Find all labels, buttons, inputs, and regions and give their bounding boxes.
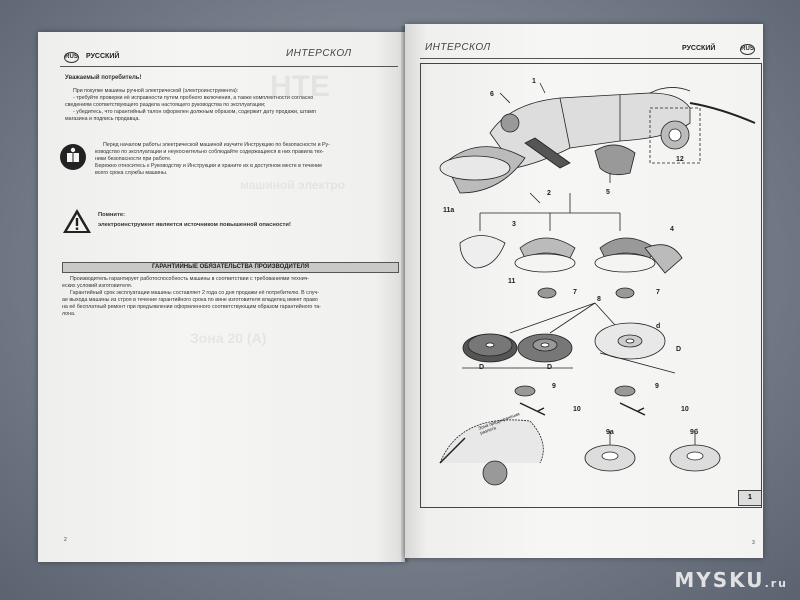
read-line: Перед началом работы электрической машиной изучите Инструкцию по безопасности и Ру- (103, 142, 330, 148)
page-number-right: 3 (752, 540, 755, 546)
diagram-label: 5 (606, 189, 610, 196)
language-label: РУССКИЙ (682, 45, 716, 52)
header-rule (420, 58, 760, 59)
warranty-section-title: ГАРАНТИЙНЫЕ ОБЯЗАТЕЛЬСТВА ПРОИЗВОДИТЕЛЯ (62, 262, 399, 273)
watermark-text: MYSKU (674, 568, 765, 592)
read-instructions-paragraph (95, 142, 400, 177)
intro-paragraph (65, 88, 395, 123)
diagram-label: 10 (573, 406, 581, 413)
intro-line: При покупке машины ручной электрической (электроинструмента): (73, 88, 239, 94)
warranty-line: еских условий изготовителя. (62, 283, 133, 289)
read-line: Бережно относитесь к Руководству и Инструкции и храните их в доступном месте в течение (95, 163, 323, 169)
figure-number: 1 (738, 490, 762, 506)
diagram-label: 2 (547, 190, 551, 197)
warning-icon (62, 208, 92, 239)
diagram-label: D (479, 364, 485, 371)
warranty-line: ае выхода машины из строя в течение гарантийного срока по вине изготовителя владелец имеет право (62, 297, 318, 303)
page-number-left: 2 (64, 537, 67, 543)
diagram-label: 10 (681, 406, 689, 413)
diagram-label: 11а (443, 207, 455, 214)
intro-line: - требуйте проверки её исправности путем пробного включения, а также комплектности согласно (73, 95, 314, 101)
warranty-line: на её бесплатный ремонт при предъявлении оформленного соответствующим образом гарантийного та- (62, 304, 321, 310)
intro-line: - убедитесь, что гарантийный талон оформлен должным образом, содержит дату продажи, штамп (73, 109, 316, 115)
diagram-label: D (547, 364, 553, 371)
site-watermark (674, 568, 788, 592)
diagram-label: 9а (606, 429, 614, 436)
intro-line: магазина и подпись продавца. (65, 116, 140, 122)
ghost-print-through: машиной электро (240, 178, 346, 192)
diagram-label: 9б (690, 429, 699, 436)
diagram-label: 6 (490, 91, 494, 98)
watermark-suffix: .ru (764, 577, 788, 590)
diagram-label: 12 (676, 156, 684, 163)
diagram-label: 11 (508, 278, 516, 285)
grinder-assembly-diagram (420, 63, 760, 506)
diagram-label: D (676, 346, 682, 353)
warranty-paragraph (62, 276, 400, 318)
language-badge: RUS (740, 44, 755, 55)
language-label: РУССКИЙ (86, 53, 120, 60)
read-line: всего срока службы машины. (95, 170, 168, 176)
brand-logo: ИНТЕРСКОЛ (286, 48, 352, 59)
diagram-label: 8 (597, 296, 601, 303)
ghost-print-through: НТЕ (270, 70, 330, 103)
diagram-label: 4 (670, 226, 674, 233)
warning-text: электроинструмент является источником повышенной опасности! (98, 222, 291, 228)
diagram-label: 7 (656, 289, 660, 296)
read-manual-icon (60, 144, 86, 170)
warranty-line: лона. (62, 311, 76, 317)
greeting: Уважаемый потребитель! (65, 75, 142, 81)
warning-title: Помните: (98, 212, 125, 218)
ghost-print-through: Зона 20 (A) (190, 330, 267, 346)
diagram-label: 9 (552, 383, 556, 390)
diagram-label: 9 (655, 383, 659, 390)
warranty-line: Производитель гарантирует работоспособность машины в соответствии с требованиями технич- (70, 276, 310, 282)
diagram-label: 3 (512, 221, 516, 228)
diagram-label: d (656, 323, 661, 330)
intro-line: сведениям соответствующего раздела настоящего руководства по эксплуатации; (65, 102, 266, 108)
read-line: ководство по эксплуатации и неукоснительно соблюдайте содержащиеся в них правила тех- (95, 149, 324, 155)
safety-zone-label: Зона предохранения разлета (477, 411, 521, 436)
header-rule (60, 66, 398, 67)
brand-logo: ИНТЕРСКОЛ (425, 42, 491, 53)
language-badge: RUS (64, 52, 79, 63)
read-line: ники безопасности при работе. (95, 156, 172, 162)
diagram-label: 1 (532, 78, 536, 85)
diagram-label: 7 (573, 289, 577, 296)
warranty-line: Гарантийный срок эксплуатации машины составляет 2 года со дня продажи её потребителю. В случ- (70, 290, 320, 296)
